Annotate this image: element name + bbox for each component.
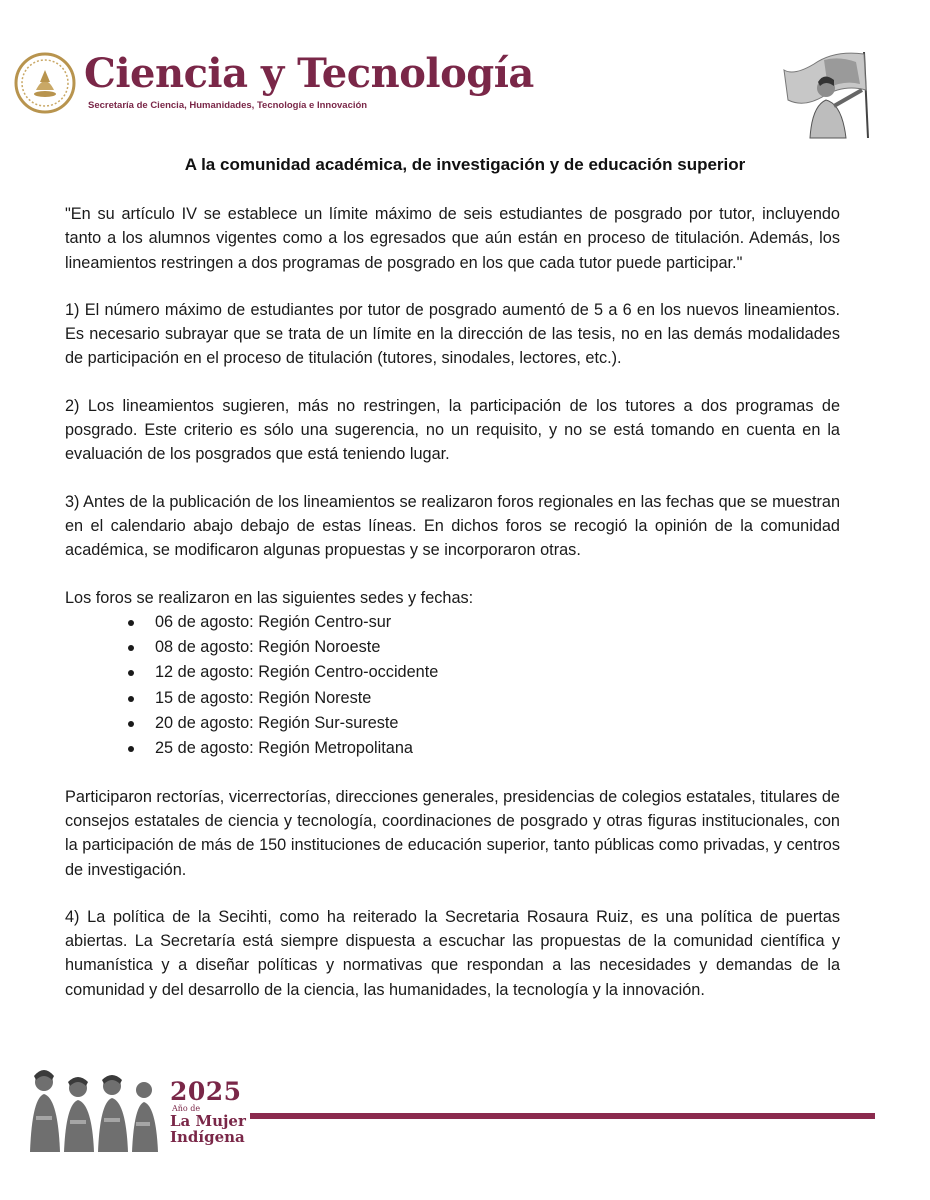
- forum-text: 15 de agosto: Región Noreste: [155, 688, 372, 707]
- bullet-icon: [128, 746, 134, 752]
- list-item: [128, 736, 840, 761]
- document-body: [65, 202, 840, 1025]
- indigenous-women-illustration: [22, 1062, 164, 1152]
- list-item: [128, 610, 840, 635]
- year-name-line-1: La Mujer: [170, 1112, 246, 1130]
- letterhead: [14, 50, 914, 140]
- forums-list: [65, 610, 840, 762]
- bullet-icon: [128, 670, 134, 676]
- list-item: [128, 635, 840, 660]
- list-item: [128, 686, 840, 711]
- list-item: [128, 711, 840, 736]
- quote-paragraph: "En su artículo IV se establece un límite máximo de seis estudiantes de posgrado por tutor, incluyendo tanto a los alumnos vigentes como a los egresados que aún están en proceso de titulación. Además, los lineamientos restringen a dos programas de posgrado en los que cada tutor puede participar.": [65, 205, 840, 272]
- participants-paragraph: Participaron rectorías, vicerrectorías, direcciones generales, presidencias de colegios estatales, titulares de consejos estatales de ciencia y tecnología, coordinaciones de posgrado y otras figuras institucionales, con la participación de más de 150 instituciones de educación superior, tanto públicas como privadas, y centros de investigación.: [65, 787, 840, 879]
- year-badge: [170, 1077, 246, 1146]
- bullet-icon: [128, 645, 134, 651]
- org-title: Ciencia y Tecnología: [84, 50, 534, 97]
- bullet-icon: [128, 620, 134, 626]
- mexico-seal-icon: [14, 52, 76, 114]
- bullet-icon: [128, 696, 134, 702]
- point-2-paragraph: 2) Los lineamientos sugieren, más no restringen, la participación de los tutores a dos programas de posgrado. Este criterio es sólo una sugerencia, no un requisito, y no se está tomando en cuenta en la evaluación de los posgrados que está teniendo lugar.: [65, 396, 840, 464]
- bullet-icon: [128, 721, 134, 727]
- woman-with-flag-illustration: [764, 50, 894, 140]
- year-number: 2025: [170, 1077, 242, 1106]
- forum-text: 25 de agosto: Región Metropolitana: [155, 739, 413, 758]
- year-caption: Año de: [172, 1104, 201, 1113]
- year-name-line-2: Indígena: [170, 1128, 245, 1146]
- forum-text: 08 de agosto: Región Noroeste: [155, 638, 381, 657]
- forum-text: 06 de agosto: Región Centro-sur: [155, 612, 392, 631]
- footer-divider: [250, 1113, 875, 1119]
- list-item: [128, 660, 840, 685]
- org-subtitle: Secretaría de Ciencia, Humanidades, Tecnología e Innovación: [88, 100, 368, 111]
- document-title: A la comunidad académica, de investigación y de educación superior: [184, 155, 746, 174]
- forum-text: 12 de agosto: Región Centro-occidente: [155, 663, 439, 682]
- point-1-paragraph: 1) El número máximo de estudiantes por tutor de posgrado aumentó de 5 a 6 en los nuevos lineamientos. Es necesario subrayar que se trata de un límite en la dirección de las tesis, no en las demás modalidades de participación en el proceso de titulación (tutores, sinodales, lectores, etc.).: [65, 300, 840, 368]
- forums-intro: Los foros se realizaron en las siguientes sedes y fechas:: [65, 588, 474, 607]
- point-3-paragraph: 3) Antes de la publicación de los lineamientos se realizaron foros regionales en las fechas que se muestran en el calendario abajo debajo de estas líneas. En dichos foros se recogió la opinión de la comunidad académica, se modificaron algunas propuestas y se incorporaron otras.: [65, 492, 840, 560]
- point-4-paragraph: 4) La política de la Secihti, como ha reiterado la Secretaria Rosaura Ruiz, es una política de puertas abiertas. La Secretaría está siempre dispuesta a escuchar las propuestas de la comunidad científica y humanística y a diseñar políticas y normativas que respondan a las necesidades y demandas de la comunidad y del desarrollo de la ciencia, las humanidades, la tecnología y la innovación.: [65, 907, 840, 999]
- forum-text: 20 de agosto: Región Sur-sureste: [155, 714, 399, 733]
